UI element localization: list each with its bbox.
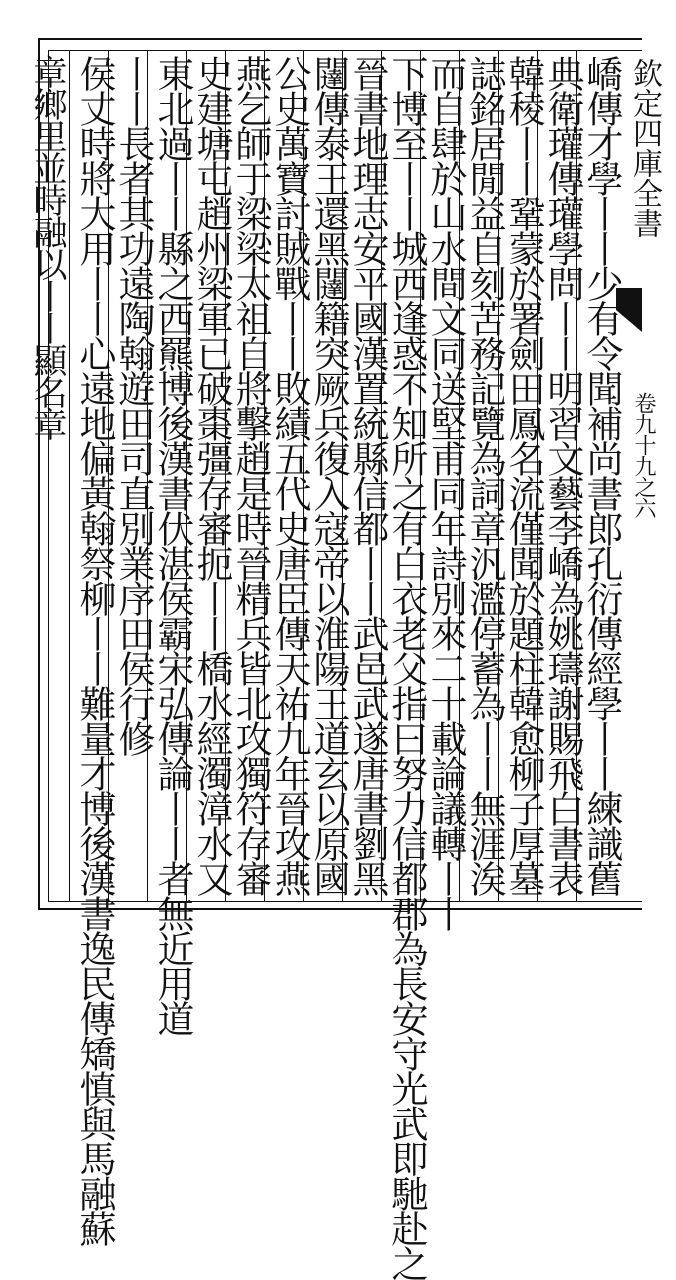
text-column-15: 章鄉里並時融以丨丨顯名章 bbox=[27, 55, 67, 439]
text-column-8: 闥傳泰王還黑闥籍突厥兵復入寇帝以淮陽王道玄以原國 bbox=[307, 55, 350, 895]
column-rule bbox=[69, 50, 70, 902]
text-column-10: 燕乞師于梁梁太祖自將擊趙是時晉精兵皆北攻獨符存審 bbox=[229, 55, 272, 895]
text-column-1: 嶠傳才學丨丨少有令聞補尚書郎孔衍傳經學丨丨練識舊 bbox=[580, 55, 623, 895]
text-column-14: 侯丈時將大用丨丨心遠地偏黃翰祭柳丨丨難量才博後漢書逸民傳矯慎與馬融蘇 bbox=[73, 55, 116, 1245]
text-column-9: 公史萬寶討賊戰丨丨敗績五代史唐臣傳天祐九年晉攻燕 bbox=[268, 55, 311, 895]
text-column-7: 晉書地理志安平國漢置統縣信都丨丨武邑武遂唐書劉黑 bbox=[346, 55, 389, 895]
text-column-3: 韓稜丨丨鞏蒙於署劍田鳳名流僅聞於題柱韓愈柳子厚墓 bbox=[502, 55, 545, 895]
text-column-4: 誌銘居閒益自刻苦務記覽為詞章汎濫停蓄為丨丨無涯涘 bbox=[463, 55, 506, 895]
book-title: 欽定四庫全書 bbox=[627, 58, 662, 238]
volume-label: 卷九十九之六 bbox=[631, 392, 656, 518]
text-column-2: 典衛瓘傳瓘學問丨丨明習文藝李嶠為姚璹謝賜飛白書表 bbox=[541, 55, 584, 895]
text-column-11: 史建塘屯趙州梁軍已破棗彊存審扼丨丨橋水經濁漳水又 bbox=[190, 55, 233, 895]
text-column-13: 丨丨長者其功遠陶翰遊田司直別業序田侯行修 bbox=[112, 55, 155, 755]
text-column-12: 東北過丨丨縣之西羆博後漢書伏湛侯霸宋弘傳論丨丨者無近用道 bbox=[151, 55, 194, 1035]
text-column-6: 下博至丨丨城西逢惑不知所之有白衣老父指曰努力信都郡為長安守光武即馳赴之 bbox=[385, 55, 428, 1280]
text-column-5: 而自肆於山水間文同送堅甫同年詩別來二十載論議轉丨丨 bbox=[424, 55, 467, 930]
